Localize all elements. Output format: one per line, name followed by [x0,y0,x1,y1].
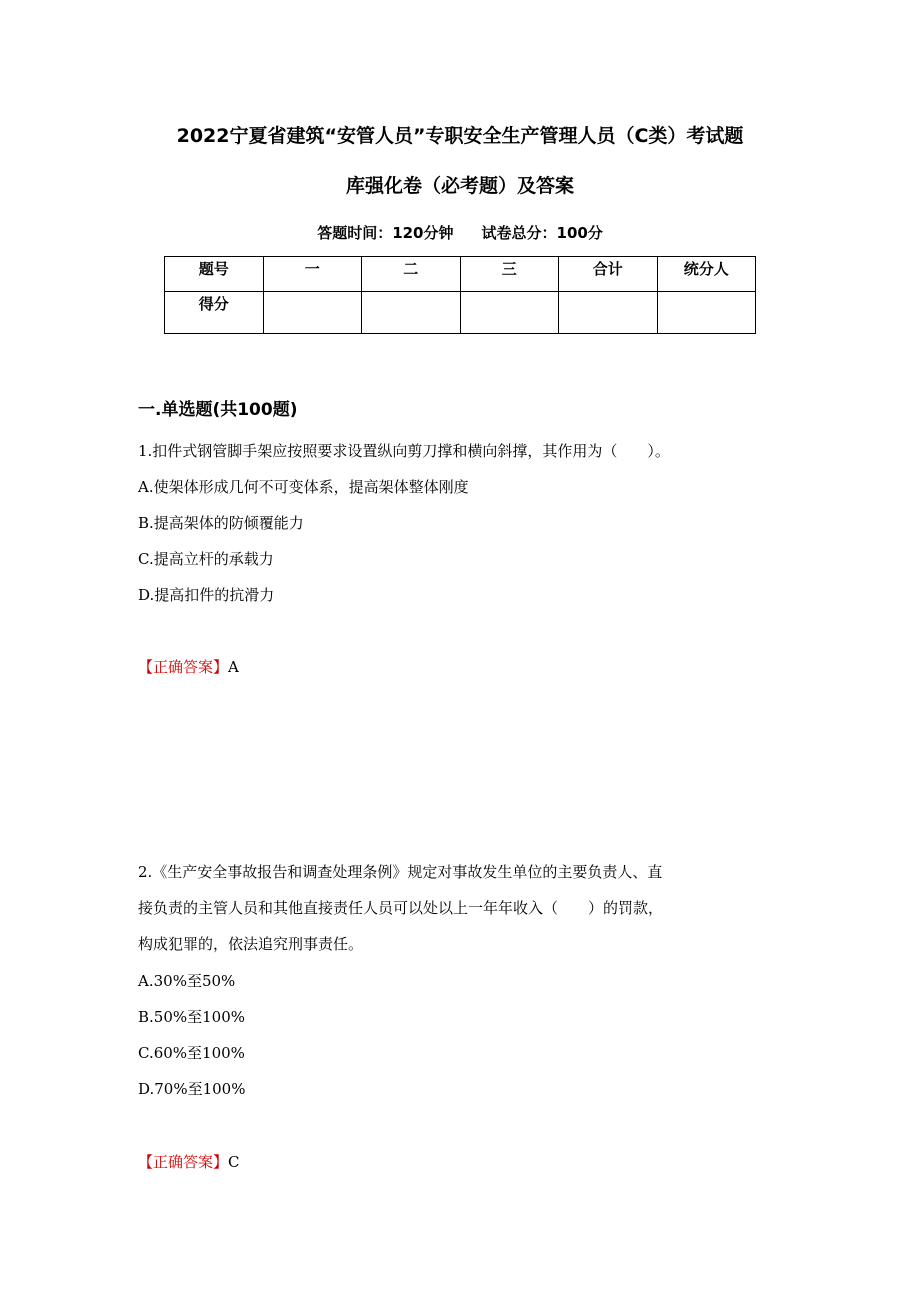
question-2-option-b: B.50%至100% [138,1008,246,1026]
section-title: 一.单选题(共100题) [138,400,298,420]
question-2-stem-line-2: 接负责的主管人员和其他直接责任人员可以处以上一年年收入（ ）的罚款， [138,899,664,917]
answer-label: 【正确答案】 [138,1153,229,1171]
question-2-option-d: D.70%至100% [138,1080,246,1098]
question-2-stem-line-3: 构成犯罪的，依法追究刑事责任。 [138,935,364,953]
exam-meta [0,222,920,244]
score-cell [263,292,362,334]
score-cell [362,292,461,334]
question-1-option-b: B.提高架体的防倾覆能力 [138,514,304,532]
exam-time: 答题时间：120分钟 [317,224,454,242]
document-title-line-2: 库强化卷（必考题）及答案 [345,175,574,197]
question-1-option-c: C.提高立杆的承载力 [138,550,274,568]
score-table-header: 统分人 [657,257,756,292]
document-title-line-1: 2022宁夏省建筑“安管人员”专职安全生产管理人员（C类）考试题 [176,125,744,147]
exam-total-score: 试卷总分：100分 [481,224,603,242]
question-1-option-d: D.提高扣件的抗滑力 [138,586,275,604]
question-2-option-c: C.60%至100% [138,1044,245,1062]
score-table-header: 二 [362,257,461,292]
score-cell [460,292,559,334]
score-table [164,256,756,334]
question-1-stem: 1.扣件式钢管脚手架应按照要求设置纵向剪刀撑和横向斜撑，其作用为（ ）。 [138,442,670,460]
question-2-answer [138,1152,240,1172]
score-row-label: 得分 [165,292,264,334]
question-1-answer [138,657,239,677]
question-2-stem-line-1: 2.《生产安全事故报告和调查处理条例》规定对事故发生单位的主要负责人、直 [138,863,663,881]
question-2-option-a: A.30%至50% [138,972,236,990]
answer-label: 【正确答案】 [138,658,229,676]
question-1-option-a: A.使架体形成几何不可变体系，提高架体整体刚度 [138,478,469,496]
score-cell [657,292,756,334]
score-table-header: 一 [263,257,362,292]
score-table-score-row [165,292,756,334]
score-table-header: 题号 [165,257,264,292]
answer-value: C [228,1153,240,1171]
answer-value: A [228,658,239,676]
score-table-header-row [165,257,756,292]
score-table-header: 合计 [559,257,658,292]
score-cell [559,292,658,334]
score-table-header: 三 [460,257,559,292]
